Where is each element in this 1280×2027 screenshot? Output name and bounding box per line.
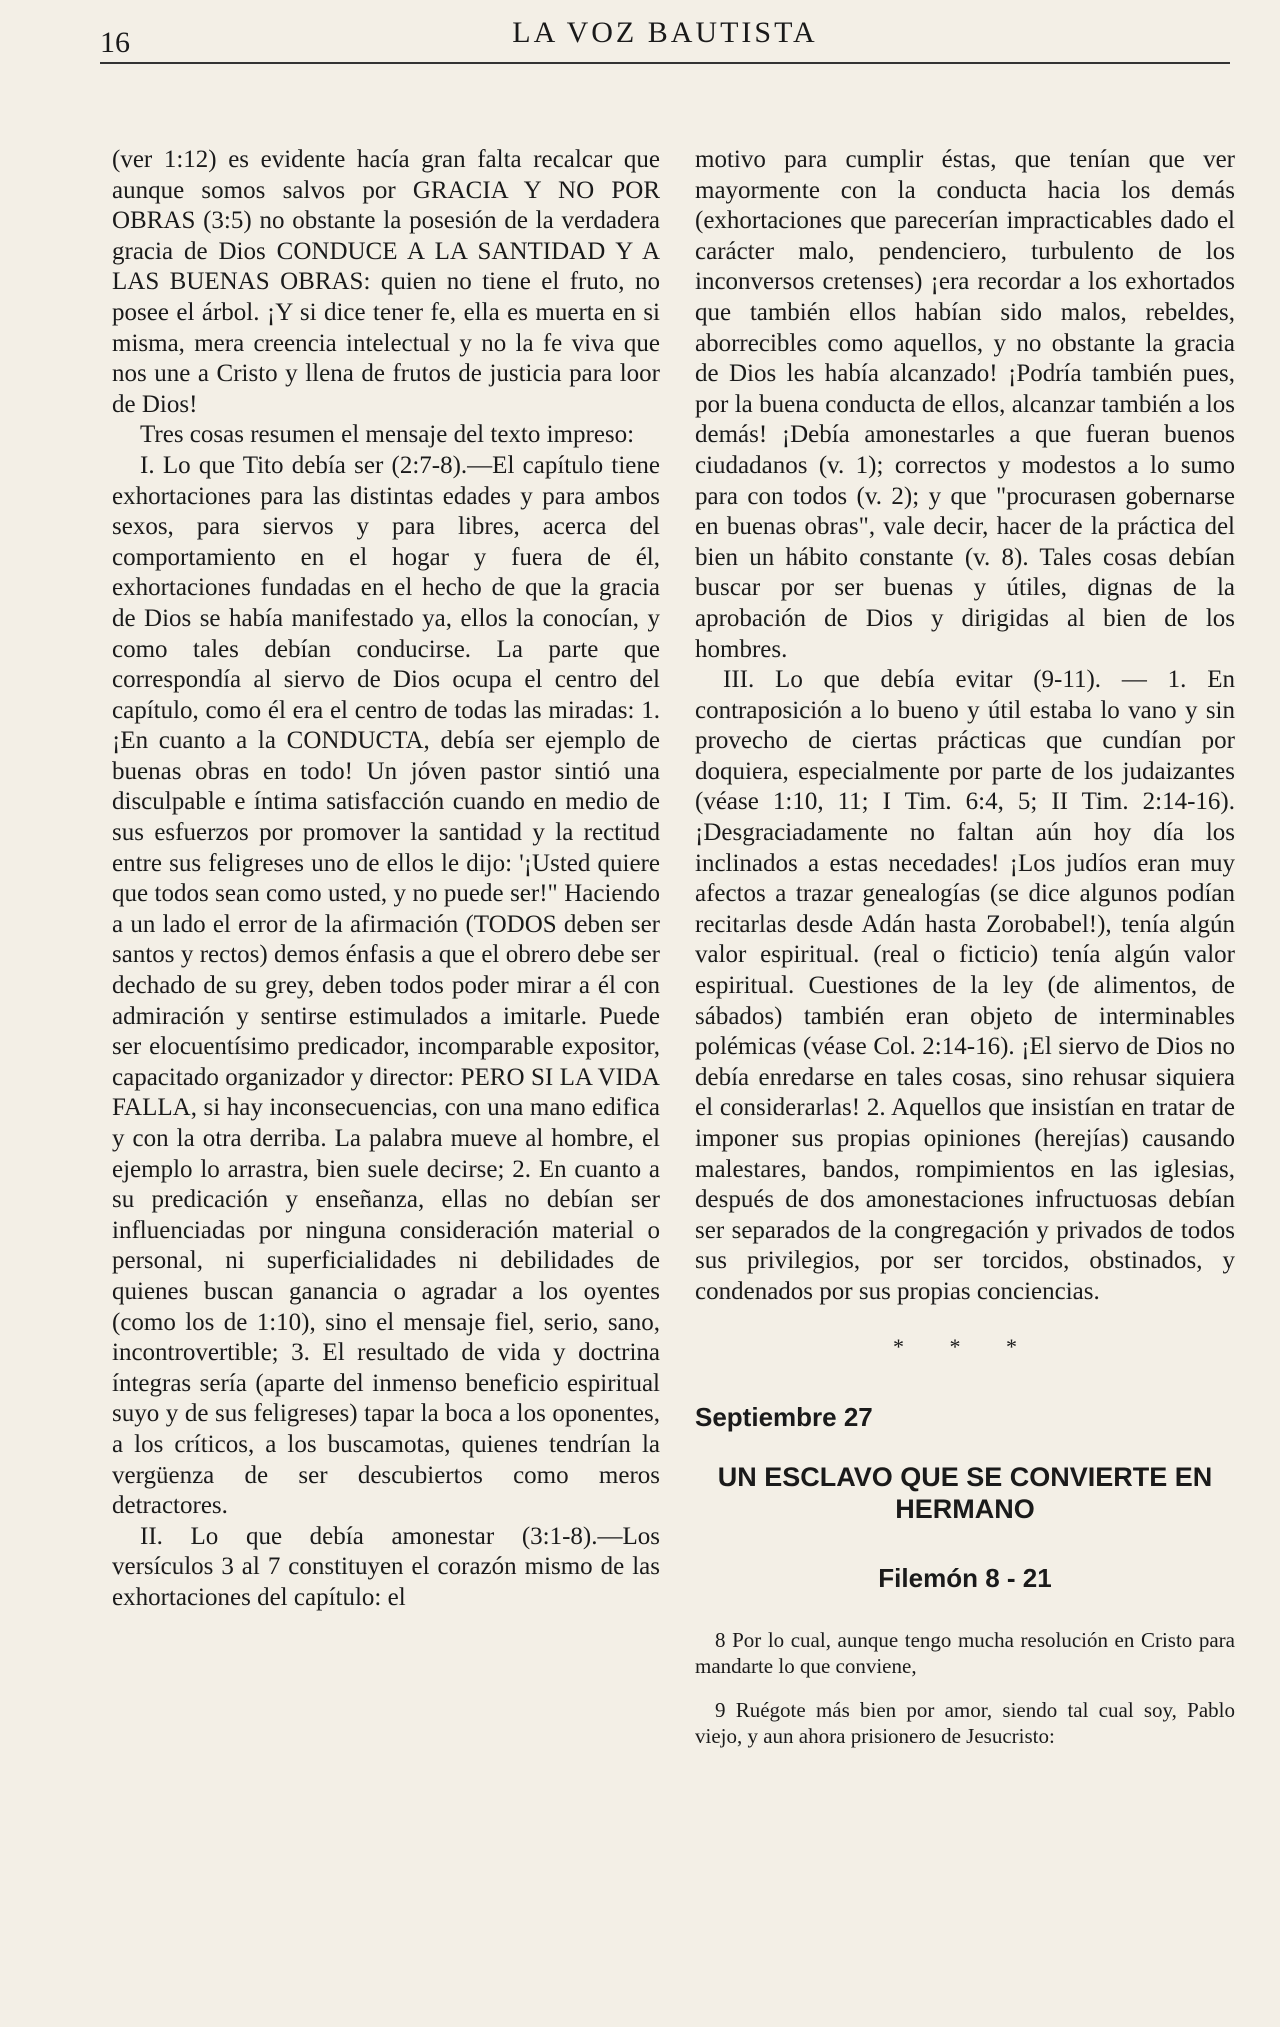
paragraph: I. Lo que Tito debía ser (2:7-8).—El capítulo tiene exhortaciones para las distintas edades y para ambos sexos, para siervos y para libres, acerca del comportamiento en el hogar y fuera de él, exhortaciones fundadas en el hecho de que la gracia de Dios se había manifestado ya, ellos la conocían, y como tales debían conducirse. La parte que correspondía al siervo de Dios ocupa el centro del capítulo, como él era el centro de todas las miradas: 1. ¡En cuanto a la CONDUCTA, debía ser ejemplo de buenas obras en todo! Un jóven pastor sintió una disculpable e íntima satisfacción cuando en medio de sus esfuerzos por promover la santidad y la rectitud entre sus feligreses uno de ellos le dijo: '¡Usted quiere que todos sean como usted, y no puede ser!" Haciendo a un lado el error de la afirmación (TODOS deben ser santos y rectos) demos énfasis a que el obrero debe ser dechado de su grey, deben todos poder mirar a él con admiración y sentirse estimulados a imitarle. Puede ser elocuentísimo predicador, incomparable expositor, capacitado organizador y director: PERO SI LA VIDA FALLA, si hay inconsecuencias, con una mano edifica y con la otra derriba. La palabra mueve al hombre, el ejemplo lo arrastra, bien suele decirse; 2. En cuanto a su predicación y enseñanza, ellas no debían ser influenciadas por ninguna consideración material o personal, ni superficialidades ni debilidades de quienes buscan ganancia o agradar a los oyentes (como los de 1:10), sino el mensaje fiel, serio, sano, incontrovertible; 3. El resultado de vida y doctrina íntegras sería (aparte del inmenso beneficio espiritual suyo y de sus feligreses) tapar la boca a los oponentes, a los críticos, a los buscamotas, quienes tendrían la vergüenza de ser descubiertos como meros detractores. xyxy=(112,451,660,1520)
header-rule xyxy=(100,62,1230,64)
verse: 9 Ruégote más bien por amor, siendo tal cual soy, Pablo viejo, y aun ahora prisionero de Jesucristo: xyxy=(695,1698,1235,1749)
left-column xyxy=(112,145,660,1614)
running-title: LA VOZ BAUTISTA xyxy=(512,16,818,49)
verse: 8 Por lo cual, aunque tengo mucha resolución en Cristo para mandarte lo que conviene, xyxy=(695,1628,1235,1679)
section-separator: * * * xyxy=(893,1333,1037,1359)
lesson-reference: Filemón 8 - 21 xyxy=(878,1562,1052,1593)
right-column xyxy=(695,145,1235,1767)
lesson-date: Septiembre 27 xyxy=(695,1402,873,1433)
page-number: 16 xyxy=(100,26,130,59)
paragraph: II. Lo que debía amonestar (3:1-8).—Los versículos 3 al 7 constituyen el corazón mismo de las exhortaciones del capítulo: el xyxy=(112,1522,660,1611)
paragraph: III. Lo que debía evitar (9-11). — 1. En contraposición a lo bueno y útil estaba lo vano y sin provecho de ciertas prácticas que cundían por doquiera, especialmente por parte de los judaizantes (véase 1:10, 11; I Tim. 6:4, 5; II Tim. 2:14-16). ¡Desgraciadamente no faltan aún hoy día los inclinados a estas necedades! ¡Los judíos eran muy afectos a trazar genealogías (se dice algunos podían recitarlas desde Adán hasta Zorobabel!), tenía algún valor espiritual. (real o ficticio) tenía algún valor espiritual. Cuestiones de la ley (de alimentos, de sábados) también eran objeto de interminables polémicas (véase Col. 2:14-16). ¡El siervo de Dios no debía enredarse en tales cosas, sino rehusar siquiera el considerarlas! 2. Aquellos que insistían en tratar de imponer sus propias opiniones (herejías) causando malestares, bandos, rompimientos en las iglesias, después de dos amonestaciones infructuosas debían ser separados de la congregación y privados de todos sus privilegios, por ser torcidos, obstinados, y condenados por sus propias conciencias. xyxy=(695,666,1235,1305)
lesson-title: UN ESCLAVO QUE SE CONVIERTE EN HERMANO xyxy=(717,1461,1213,1524)
paragraph: Tres cosas resumen el mensaje del texto impreso: xyxy=(140,421,635,449)
paragraph: motivo para cumplir éstas, que tenían que ver mayormente con la conducta hacia los demás (exhortaciones que parecerían impracticables dado el carácter malo, pendenciero, turbulento de los inconversos cretenses) ¡era recordar a los exhortados que también ellos habían sido malos, rebeldes, aborrecibles como aquellos, y no obstante la gracia de Dios les había alcanzado! ¡Podría también pues, por la buena conducta de ellos, alcanzar también a los demás! ¡Debía amonestarles a que fueran buenos ciudadanos (v. 1); correctos y modestos a lo sumo para con todos (v. 2); y que "procurasen gobernarse en buenas obras", vale decir, hacer de la práctica del bien un hábito constante (v. 8). Tales cosas debían buscar por ser buenas y útiles, dignas de la aprobación de Dios y dirigidas al bien de los hombres. xyxy=(695,146,1235,663)
paragraph: (ver 1:12) es evidente hacía gran falta recalcar que aunque somos salvos por GRACIA Y NO POR OBRAS (3:5) no obstante la posesión de la verdadera gracia de Dios CONDUCE A LA SANTIDAD Y A LAS BUENAS OBRAS: quien no tiene el fruto, no posee el árbol. ¡Y si dice tener fe, ella es muerta en si misma, mera creencia intelectual y no la fe viva que nos une a Cristo y llena de frutos de justicia para loor de Dios! xyxy=(112,146,660,418)
